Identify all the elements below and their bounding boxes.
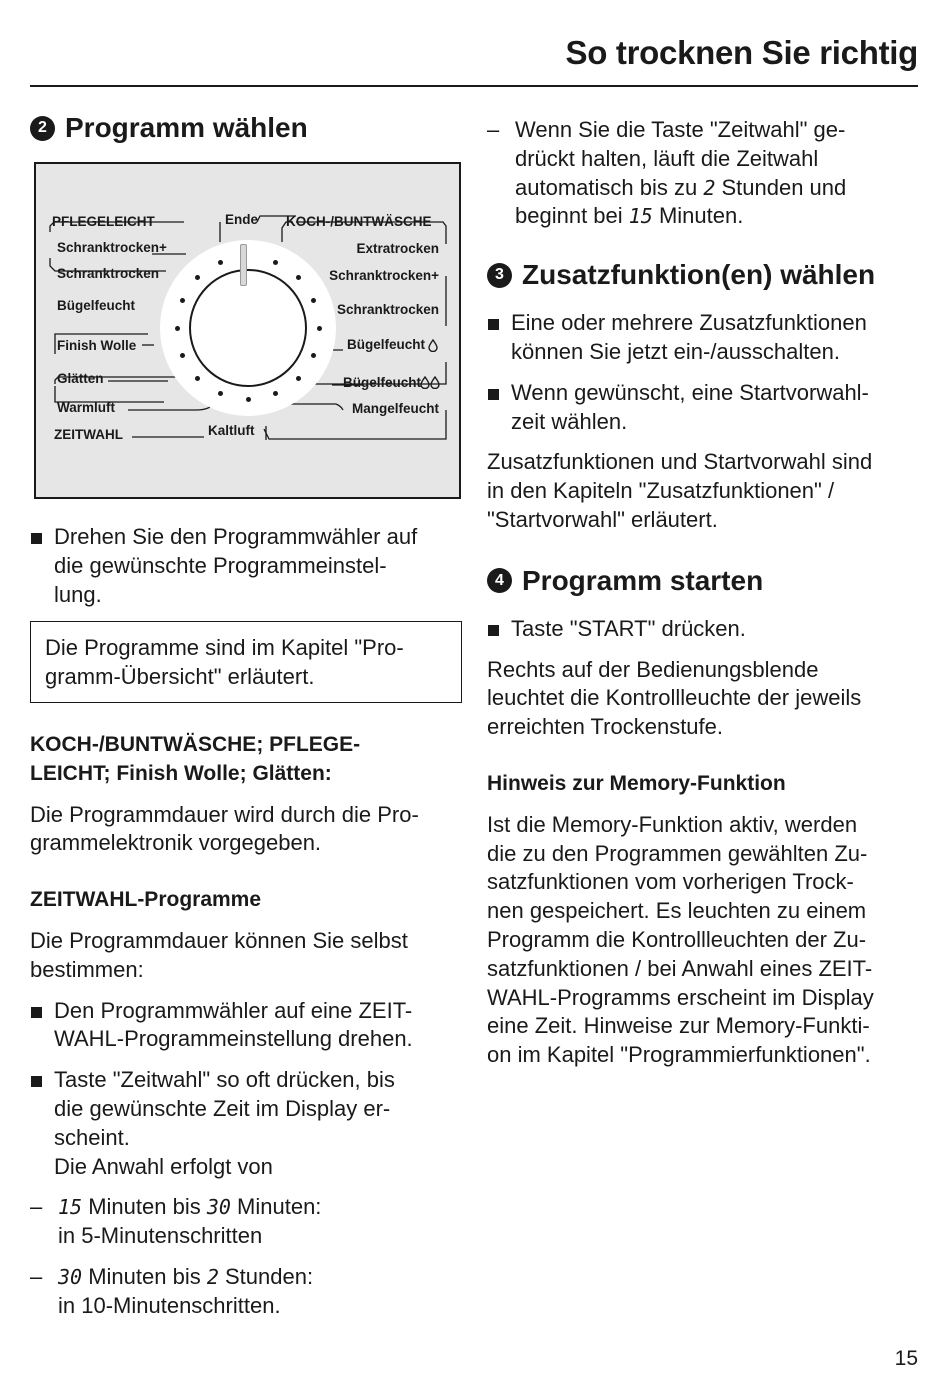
bullet-square-icon [31,1007,42,1018]
panel-label-kaltluft: Kaltluft [208,423,255,438]
subheading-memory: Hinweis zur Memory-Funktion [487,771,786,795]
section-heading-programm-waehlen [30,112,462,144]
section-heading-zusatzfunktion [487,259,927,291]
panel-label-right: Bügelfeucht [342,375,421,390]
panel-label-ende: Ende [225,212,259,227]
panel-label-right: Extratrocken [356,241,439,256]
paragraph-zeitwahl: Die Programmdauer können Sie selbst bestimmen: [30,927,408,982]
subheading-zeitwahl: ZEITWAHL-Programme [30,888,262,912]
dial-position-dot [175,326,180,331]
panel-label-left: Bügelfeucht [57,298,136,313]
bullet-item: Taste "START" drücken. [487,615,927,644]
panel-label-zeitwahl: ZEITWAHL [54,427,123,442]
paragraph-kontrollleuchte: Rechts auf der Bedienungsblende leuchtet die Kontrollleuchte der jeweils erreichten Trockenstufe. [487,656,862,740]
dial-position-dot [273,391,278,396]
dash-item: – 30 Minuten bis 2 Stunden: in 10-Minutenschritten. [30,1263,314,1318]
section-title: Programm wählen [65,112,308,143]
panel-label-left: Glätten [57,371,104,386]
bullet-square-icon [488,319,499,330]
dial-position-dot [273,260,278,265]
right-column [487,108,927,1082]
paragraph-memory: Ist die Memory-Funktion aktiv, werden die zu den Programmen gewählten Zu- satzfunktionen vom vorherigen Trock- nen gespeichert. Es leuchten zu einem Programm die Kontrollleuchten der Zu- satzfunktionen / bei Anwahl eines ZEIT- WAHL-Programms erscheint im Display eine Zeit. Hinweise zur Memory-Funkti- on im Kapitel "Programmierfunktionen". [487,811,874,1068]
page-number: 15 [894,1347,918,1370]
panel-label-left: Schranktrocken [57,266,160,281]
panel-label-right: Bügelfeucht [346,337,425,352]
dial-position-dot [317,326,322,331]
paragraph-programmdauer: Die Programmdauer wird durch die Pro- grammelektronik vorgegeben. [30,801,419,856]
step-number-badge: 4 [487,568,512,593]
program-selector-dial[interactable] [189,269,307,387]
dial-pointer-indicator [240,244,247,286]
section-heading-programm-starten [487,565,927,597]
dial-position-dot [246,397,251,402]
bullet-item: Wenn gewünscht, eine Startvorwahl- zeit wählen. [487,379,927,437]
bullet-item: Eine oder mehrere Zusatzfunktionen können Sie jetzt ein-/ausschalten. [487,309,927,367]
control-panel-diagram [34,162,461,499]
panel-label-left: Finish Wolle [57,338,137,353]
panel-label-right: Schranktrocken [336,302,439,317]
title-rule [30,85,918,87]
panel-label-kochbunt: KOCH-/BUNTWÄSCHE [286,214,432,229]
dial-position-dot [296,376,301,381]
dial-position-dot [180,353,185,358]
bullet-square-icon [488,625,499,636]
panel-label-pflegeleicht: PFLEGELEICHT [52,214,155,229]
panel-label-left: Schranktrocken+ [57,240,167,255]
bullet-item: Taste "Zeitwahl" so oft drücken, bis die gewünschte Zeit im Display er- scheint. Die Anwahl erfolgt von [30,1066,462,1181]
panel-label-right: Mangelfeucht [351,401,439,416]
bullet-square-icon [488,389,499,400]
dash-item: – 15 Minuten bis 30 Minuten: in 5-Minutenschritten [30,1194,322,1249]
dial-position-dot [195,376,200,381]
bullet-item: Den Programmwähler auf eine ZEIT- WAHL-Programmeinstellung drehen. [30,997,462,1055]
step-number-badge: 2 [30,116,55,141]
paragraph-zusatzfunktionen: Zusatzfunktionen und Startvorwahl sind in den Kapiteln "Zusatzfunktionen" / "Startvorwahl" erläutert. [487,449,873,532]
panel-label-right: Schranktrocken+ [329,268,439,283]
dash-item: – Wenn Sie die Taste "Zeitwahl" ge- drückt halten, läuft die Zeitwahl automatisch bis zu 2 Stunden und beginnt bei 15 Minuten. [487,117,847,229]
double-drop-icon [420,376,440,389]
section-title: Programm starten [522,564,764,596]
dial-position-dot [311,353,316,358]
left-column [30,108,462,1333]
bullet-item: Drehen Sie den Programmwähler auf die gewünschte Programmeinstel- lung. [30,523,462,609]
section-title: Zusatzfunktion(en) wählen [522,259,876,291]
bullet-square-icon [31,533,42,544]
page-title: So trocknen Sie richtig [565,34,918,71]
subheading-program-groups: KOCH-/BUNTWÄSCHE; PFLEGE- LEICHT; Finish Wolle; Glätten: [30,732,361,785]
bullet-square-icon [31,1076,42,1087]
dial-position-dot [296,275,301,280]
step-number-badge: 3 [487,263,512,288]
drop-icon [428,339,438,352]
note-box: Die Programme sind im Kapitel "Pro- gramm-Übersicht" erläutert. [30,621,462,703]
panel-label-left: Warmluft [57,400,115,415]
